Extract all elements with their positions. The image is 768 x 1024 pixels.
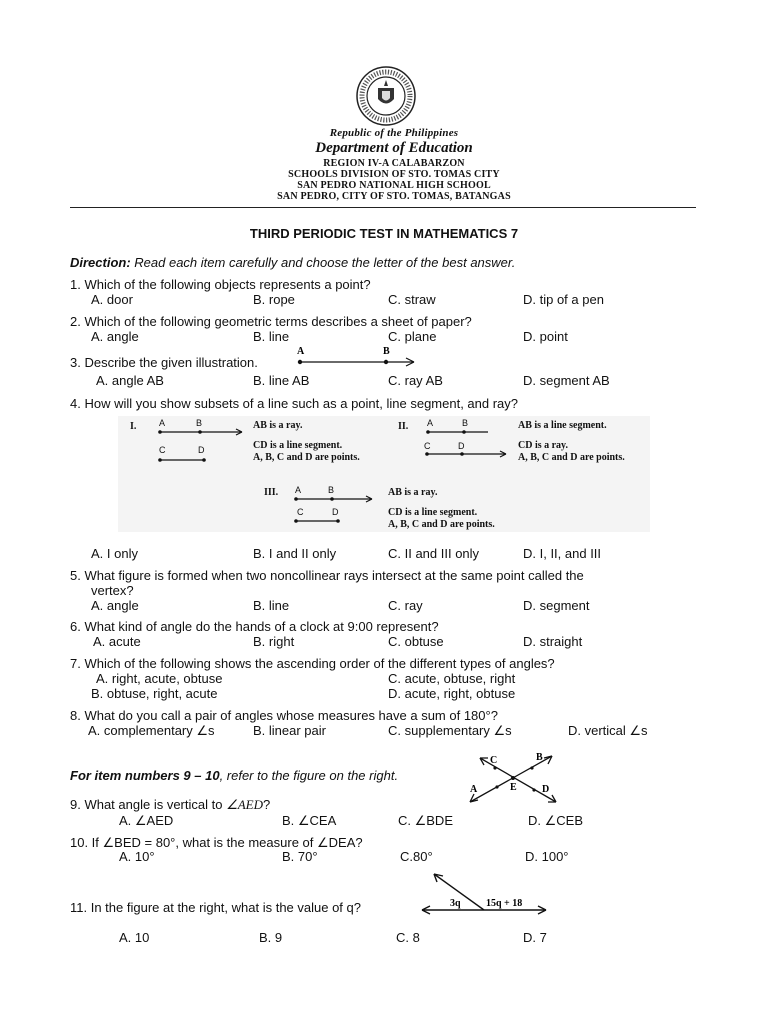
q7-stem: 7. Which of the following shows the ascending order of the different types of angles? <box>70 656 555 671</box>
q4-choice-b[interactable]: B. I and II only <box>253 546 337 561</box>
items-9-10-intro <box>70 768 398 783</box>
q4-choice-a[interactable]: A. I only <box>91 546 138 561</box>
q4-figure-3 <box>262 481 542 531</box>
direction-text: Read each item carefully and choose the letter of the best answer. <box>130 255 516 270</box>
intersecting-lines-icon <box>462 750 562 810</box>
q5-stem-cont: vertex? <box>91 583 134 598</box>
fig1-point-a: A <box>159 418 166 428</box>
fig2-statement-3: A, B, C and D are points. <box>518 452 625 463</box>
q10-choice-a[interactable]: A. 10° <box>119 849 155 864</box>
fig3-point-c: C <box>297 507 304 517</box>
header-address: SAN PEDRO, CITY OF STO. TOMAS, BATANGAS <box>277 191 511 202</box>
q3-choice-b[interactable]: B. line AB <box>253 373 310 388</box>
items-9-10-label: For item numbers 9 – 10 <box>70 768 220 783</box>
linear-pair-icon <box>418 868 550 916</box>
items-9-10-rest: , refer to the figure on the right. <box>219 768 399 783</box>
seal-icon <box>356 66 416 126</box>
fig3-point-b: B <box>328 485 335 495</box>
q5-choice-c[interactable]: C. ray <box>388 598 423 613</box>
fig3-statement-1: AB is a ray. <box>388 487 438 498</box>
q11-choice-a[interactable]: A. 10 <box>119 930 150 945</box>
q6-choice-b[interactable]: B. right <box>253 634 295 649</box>
fig1-statement-1: AB is a ray. <box>253 420 303 431</box>
fig3-statement-3: A, B, C and D are points. <box>388 519 495 530</box>
q2-choice-b[interactable]: B. line <box>253 329 290 344</box>
fig9-label-c: C <box>490 755 498 766</box>
fig9-label-e: E <box>510 782 517 793</box>
q8-choice-a[interactable]: A. complementary ∠s <box>88 723 215 738</box>
q2-choice-c[interactable]: C. plane <box>388 329 437 344</box>
header-divider <box>70 207 696 208</box>
q9-choice-a[interactable]: A. ∠AED <box>119 813 174 828</box>
q10-choice-d[interactable]: D. 100° <box>525 849 569 864</box>
fig2-point-c: C <box>424 441 431 451</box>
fig2-point-b: B <box>462 418 469 428</box>
q1-stem: 1. Which of the following objects represents a point? <box>70 277 371 292</box>
q2-stem: 2. Which of the following geometric terms describes a sheet of paper? <box>70 314 472 329</box>
q4-choice-c[interactable]: C. II and III only <box>388 546 480 561</box>
q11-choice-b[interactable]: B. 9 <box>259 930 283 945</box>
direction <box>70 255 515 270</box>
q11-choice-c[interactable]: C. 8 <box>396 930 420 945</box>
fig3-number: III. <box>264 487 279 498</box>
q5-choice-d[interactable]: D. segment <box>523 598 590 613</box>
fig9-label-b: B <box>536 752 543 763</box>
q3-fig-label-b: B <box>383 346 390 357</box>
fig2-lines <box>424 426 514 466</box>
fig1-lines <box>156 426 246 466</box>
q4-figure-2 <box>396 416 656 472</box>
q11-fig-right-label: 15q + 18 <box>486 898 523 909</box>
q3-choice-d[interactable]: D. segment AB <box>523 373 610 388</box>
fig2-number: II. <box>398 421 409 432</box>
q3-choice-c[interactable]: C. ray AB <box>388 373 443 388</box>
fig3-lines <box>292 493 382 529</box>
q1-choice-b[interactable]: B. rope <box>253 292 295 307</box>
q2-choice-a[interactable]: A. angle <box>91 329 139 344</box>
q1-choice-d[interactable]: D. tip of a pen <box>523 292 604 307</box>
fig1-statement-3: A, B, C and D are points. <box>253 452 360 463</box>
fig2-statement-2: CD is a ray. <box>518 440 568 451</box>
q11-stem: 11. In the figure at the right, what is the value of q? <box>70 900 361 915</box>
fig1-number: I. <box>130 421 137 432</box>
q9-choice-c[interactable]: C. ∠BDE <box>398 813 453 828</box>
q4-figure-1 <box>118 416 378 472</box>
q1-choice-a[interactable]: A. door <box>91 292 133 307</box>
q7-choice-b[interactable]: B. obtuse, right, acute <box>91 686 218 701</box>
ray-ab-figure <box>290 345 420 371</box>
q10-choice-b[interactable]: B. 70° <box>282 849 318 864</box>
q8-choice-b[interactable]: B. linear pair <box>253 723 326 738</box>
fig2-point-d: D <box>458 441 465 451</box>
test-title: THIRD PERIODIC TEST IN MATHEMATICS 7 <box>249 226 519 241</box>
fig3-point-a: A <box>295 485 302 495</box>
header-division: SCHOOLS DIVISION OF STO. TOMAS CITY <box>288 169 500 180</box>
header-republic: Republic of the Philippines <box>329 127 459 139</box>
q2-choice-d[interactable]: D. point <box>523 329 568 344</box>
fig1-statement-2: CD is a line segment. <box>253 440 343 451</box>
q6-choice-a[interactable]: A. acute <box>93 634 141 649</box>
q5-choice-b[interactable]: B. line <box>253 598 290 613</box>
q9-choice-b[interactable]: B. ∠CEA <box>282 813 337 828</box>
intersecting-lines-figure <box>462 750 562 810</box>
deped-seal <box>356 66 416 126</box>
q6-stem: 6. What kind of angle do the hands of a clock at 9:00 represent? <box>70 619 439 634</box>
q11-fig-left-label: 3q <box>450 898 461 909</box>
direction-label: Direction: <box>70 255 131 270</box>
q3-stem: 3. Describe the given illustration. <box>70 355 258 370</box>
q3-ray-figure <box>290 345 420 371</box>
fig2-statement-1: AB is a line segment. <box>518 420 607 431</box>
fig9-label-d: D <box>542 784 550 795</box>
q7-choice-d[interactable]: D. acute, right, obtuse <box>388 686 516 701</box>
q8-choice-d[interactable]: D. vertical ∠s <box>568 723 648 738</box>
q5-stem: 5. What figure is formed when two noncollinear rays intersect at the same point called the <box>70 568 584 583</box>
q1-choice-c[interactable]: C. straw <box>388 292 436 307</box>
q9-stem-angle: ∠AED <box>226 797 264 812</box>
q6-choice-c[interactable]: C. obtuse <box>388 634 444 649</box>
header-region: REGION IV-A CALABARZON <box>323 158 465 169</box>
q7-choice-a[interactable]: A. right, acute, obtuse <box>96 671 223 686</box>
header-school: SAN PEDRO NATIONAL HIGH SCHOOL <box>297 180 491 191</box>
q9-stem <box>70 797 270 813</box>
q7-choice-c[interactable]: C. acute, obtuse, right <box>388 671 516 686</box>
q3-choice-a[interactable]: A. angle AB <box>96 373 164 388</box>
q9-stem-end: ? <box>263 797 271 812</box>
q6-choice-d[interactable]: D. straight <box>523 634 583 649</box>
q8-stem: 8. What do you call a pair of angles whose measures have a sum of 180°? <box>70 708 498 723</box>
q3-fig-label-a: A <box>297 346 305 357</box>
q11-choice-d[interactable]: D. 7 <box>523 930 547 945</box>
q10-choice-c[interactable]: C.80° <box>400 849 433 864</box>
fig1-point-d: D <box>198 445 205 455</box>
linear-pair-figure <box>418 868 550 916</box>
q4-stem: 4. How will you show subsets of a line such as a point, line segment, and ray? <box>70 396 519 411</box>
fig1-point-c: C <box>159 445 166 455</box>
fig2-point-a: A <box>427 418 434 428</box>
q9-choice-d[interactable]: D. ∠CEB <box>528 813 583 828</box>
fig9-label-a: A <box>470 784 478 795</box>
header-department: Department of Education <box>315 140 473 156</box>
q5-choice-a[interactable]: A. angle <box>91 598 139 613</box>
fig3-point-d: D <box>332 507 339 517</box>
fig3-statement-2: CD is a line segment. <box>388 507 478 518</box>
q8-choice-c[interactable]: C. supplementary ∠s <box>388 723 512 738</box>
q10-stem: 10. If ∠BED = 80°, what is the measure of ∠DEA? <box>70 835 363 850</box>
q9-stem-text: 9. What angle is vertical to <box>70 797 227 812</box>
q4-choice-d[interactable]: D. I, II, and III <box>523 546 602 561</box>
fig1-point-b: B <box>196 418 203 428</box>
